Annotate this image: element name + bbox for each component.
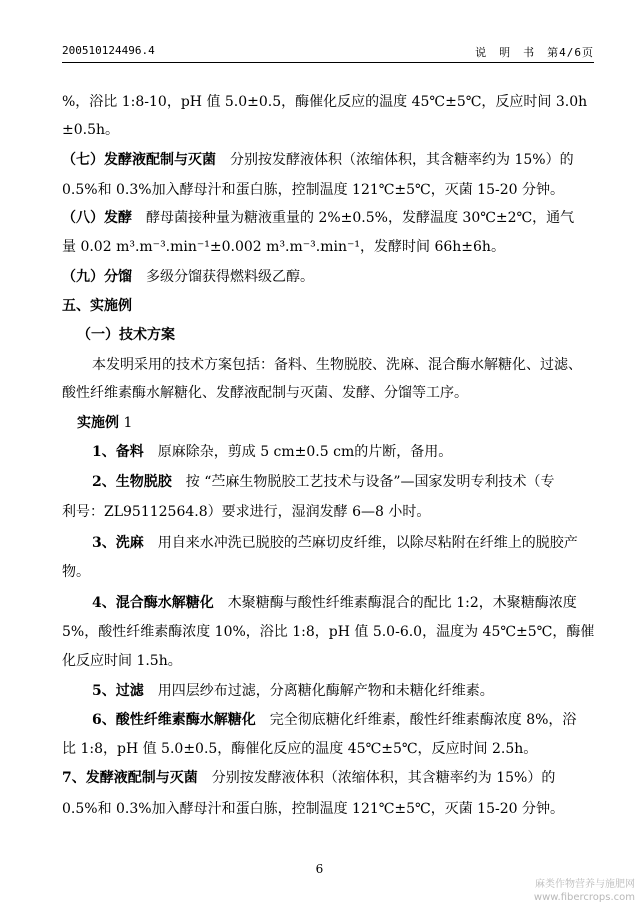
text-line: 0.5%和 0.3%加入酵母汁和蛋白胨，控制温度 121℃±5℃，灭菌 15-20 分钟。 <box>62 182 564 198</box>
page-header <box>62 40 594 63</box>
text-line: 0.5%和 0.3%加入酵母汁和蛋白胨，控制温度 121℃±5℃，灭菌 15-20 分钟。 <box>62 801 564 817</box>
text-line: （七）发酵液配制与灭菌 分别按发酵液体积（浓缩体积，其含糖率约为 15%）的 <box>62 152 574 168</box>
text-line: 3、洗麻 用自来水冲洗已脱胶的苎麻切皮纤维，以除尽粘附在纤维上的脱胶产 <box>92 535 578 551</box>
text-line: 6、酸性纤维素酶水解糖化 完全彻底糖化纤维素，酸性纤维素酶浓度 8%，浴 <box>92 712 577 728</box>
site-watermark: 麻类作物营养与施肥网 www.fibercrops.com <box>533 879 635 903</box>
text-line: 量 0.02 m³.m⁻³.min⁻¹±0.002 m³.m⁻³.min⁻¹，发酵时间 66h±6h。 <box>62 239 505 255</box>
text-line: 利号：ZL95112564.8）要求进行，湿润发酵 6—8 小时。 <box>62 504 431 520</box>
subsection-heading: （一）技术方案 <box>77 327 175 343</box>
text-line: 本发明采用的技术方案包括：备料、生物脱胶、洗麻、混合酶水解糖化、过滤、 <box>92 357 582 373</box>
text-line: ±0.5h。 <box>62 122 120 138</box>
text-line: 5%，酸性纤维素酶浓度 10%，浴比 1:8，pH 值 5.0-6.0，温度为 45℃±5℃，酶催 <box>62 624 595 640</box>
text-line: 化反应时间 1.5h。 <box>62 653 182 669</box>
text-line: 酸性纤维素酶水解糖化、发酵液配制与灭菌、发酵、分馏等工序。 <box>62 385 468 401</box>
text-line: 7、发酵液配制与灭菌 分别按发酵液体积（浓缩体积，其含糖率约为 15%）的 <box>62 770 556 786</box>
text-line: %，浴比 1:8-10，pH 值 5.0±0.5，酶催化反应的温度 45℃±5℃，反应时间 3.0h <box>62 94 588 110</box>
text-line: （八）发酵 酵母菌接种量为糖液重量的 2%±0.5%，发酵温度 30℃±2℃，通气 <box>62 210 575 226</box>
example-heading: 实施例 1 <box>77 415 133 431</box>
text-line: （九）分馏 多级分馏获得燃料级乙醇。 <box>62 269 314 285</box>
text-line: 1、备料 原麻除杂，剪成 5 cm±0.5 cm的片断，备用。 <box>92 444 453 460</box>
text-line: 2、生物脱胶 按 “苎麻生物脱胶工艺技术与设备”—国家发明专利技术（专 <box>92 474 555 490</box>
text-line: 比 1:8，pH 值 5.0±0.5，酶催化反应的温度 45℃±5℃，反应时间 2.5h。 <box>62 741 538 757</box>
page-number: 6 <box>315 862 324 876</box>
section-heading: 五、实施例 <box>62 298 132 314</box>
text-line: 物。 <box>62 564 90 580</box>
patent-number: 200510124496.4 <box>62 44 155 57</box>
text-line: 4、混合酶水解糖化 木聚糖酶与酸性纤维素酶混合的配比 1:2，木聚糖酶浓度 <box>92 595 577 611</box>
text-line: 5、过滤 用四层纱布过滤，分离糖化酶解产物和未糖化纤维素。 <box>92 683 494 699</box>
header-right: 说 明 书 第4/6页 <box>475 46 594 59</box>
